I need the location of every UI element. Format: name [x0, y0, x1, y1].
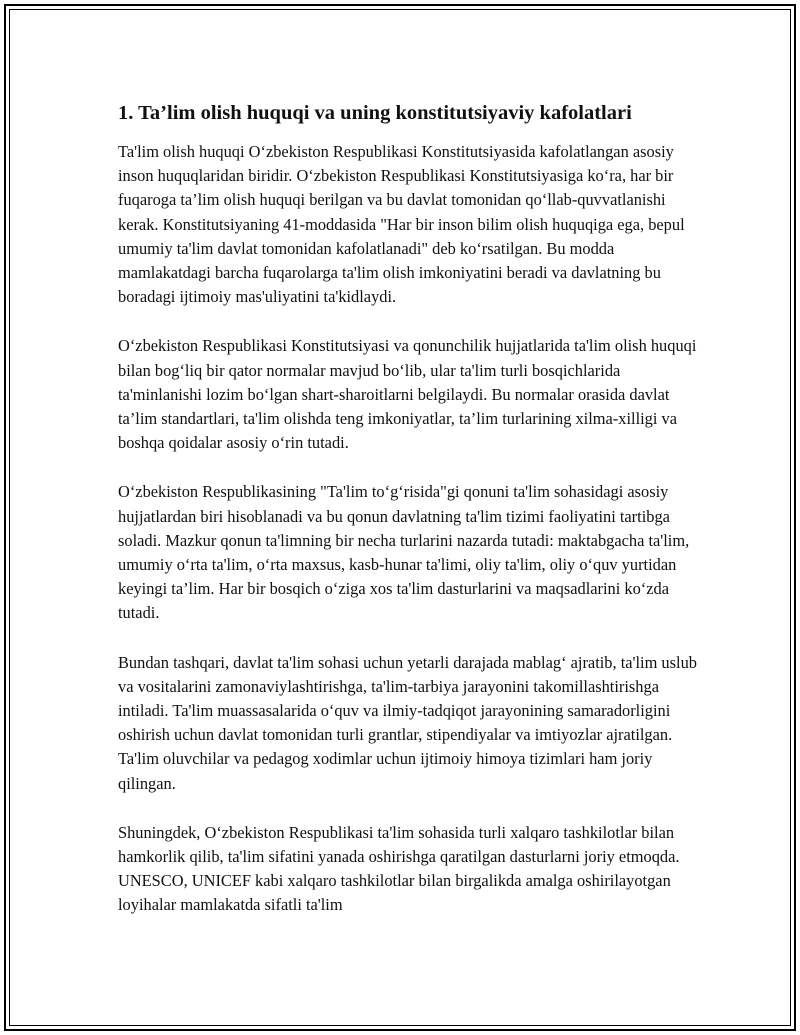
paragraph-legislative-norms: O‘zbekiston Respublikasi Konstitutsiyasi va qonunchilik hujjatlarida ta'lim olish huquqi bilan bog‘liq bir qator normalar mavjud bo‘lib, ular ta'lim turli bosqichlarida ta'minlanishi lozim bo‘lgan shart-sharoitlarni belgilaydi. Bu normalar orasida davlat ta’lim standartlari, ta'lim olishda teng imkoniyatlar, ta’lim turlarining xilma-xilligi va boshqa qoidalar asosiy o‘rin tutadi.	[118, 336, 697, 453]
page-frame	[4, 4, 796, 1031]
section-heading: 1. Ta’lim olish huquqi va uning konstitutsiyaviy kafolatlari	[118, 102, 632, 124]
paragraph-constitutional-right: Ta'lim olish huquqi O‘zbekiston Respublikasi Konstitutsiyasida kafolatlangan asosiy inson huquqlaridan biridir. O‘zbekiston Respublikasi Konstitutsiyasiga ko‘ra, har bir fuqaroga ta’lim olish huquqi berilgan va bu davlat tomonidan qo‘llab-quvvatlanishi kerak. Konstitutsiyaning 41-moddasida "Har bir inson bilim olish huquqiga ega, bepul umumiy ta'lim davlat tomonidan kafolatlanadi" deb ko‘rsatilgan. Bu modda mamlakatdagi barcha fuqarolarga ta'lim olish imkoniyatini beradi va davlatning bu boradagi ijtimoiy mas'uliyatini ta'kidlaydi.	[118, 142, 685, 307]
paragraph-education-law: O‘zbekiston Respublikasining "Ta'lim to‘g‘risida"gi qonuni ta'lim sohasidagi asosiy hujjatlardan biri hisoblanadi va bu qonun davlatning ta'lim tizimi faoliyatini tartibga soladi. Mazkur qonun ta'limning bir necha turlarini nazarda tutadi: maktabgacha ta'lim, umumiy o‘rta ta'lim, o‘rta maxsus, kasb-hunar ta'limi, oliy ta'lim, oliy o‘quv yurtidan keyingi ta’lim. Har bir bosqich o‘ziga xos ta'lim dasturlarini va maqsadlarini ko‘zda tutadi.	[118, 482, 690, 623]
paragraph-international-cooperation: Shuningdek, O‘zbekiston Respublikasi ta'lim sohasida turli xalqaro tashkilotlar bilan hamkorlik qilib, ta'lim sifatini yanada oshirishga qaratilgan dasturlarni joriy etmoqda. UNESCO, UNICEF kabi xalqaro tashkilotlar bilan birgalikda amalga oshirilayotgan loyihalar mamlakatda sifatli ta'lim	[118, 822, 680, 915]
document-body	[118, 99, 698, 943]
paragraph-state-funding: Bundan tashqari, davlat ta'lim sohasi uchun yetarli darajada mablag‘ ajratib, ta'lim uslub va vositalarini zamonaviylashtirishga, ta'lim-tarbiya jarayonini takomillashtirishga intiladi. Ta'lim muassasalarida o‘quv va ilmiy-tadqiqot jarayonining samaradorligini oshirish uchun davlat tomonidan turli grantlar, stipendiyalar va imtiyozlar ajratilgan. Ta'lim oluvchilar va pedagog xodimlar uchun ijtimoiy himoya tizimlari ham joriy qilingan.	[118, 652, 697, 793]
